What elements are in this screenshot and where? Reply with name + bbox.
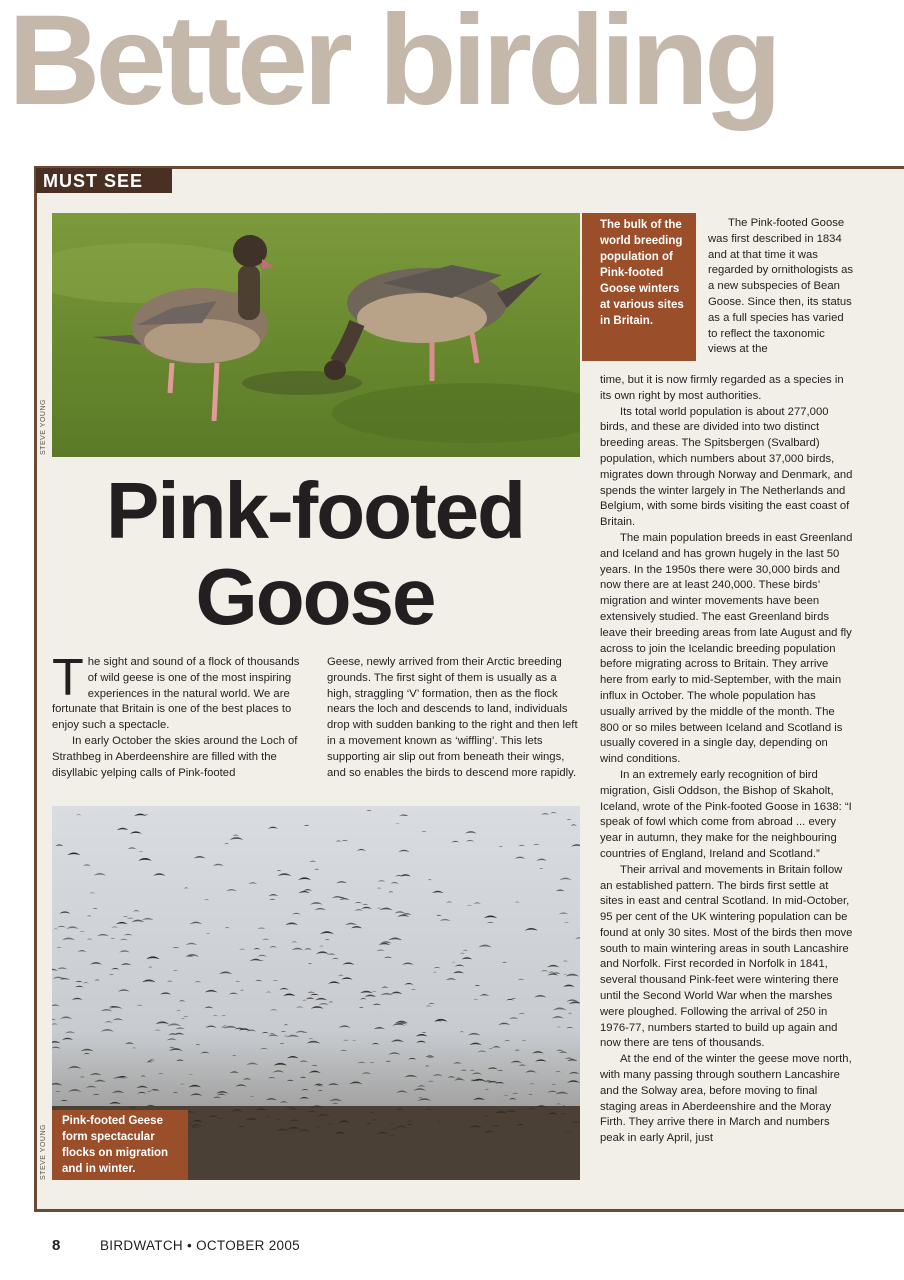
masthead-title: Better birding <box>8 0 778 132</box>
article-title <box>52 468 578 640</box>
column-a <box>52 649 308 781</box>
col-c-paragraph-4: In an extremely early recognition of bird migration, Gisli Oddson, the Bishop of Skaholt, Iceland, wrote of the Pink-footed Goose in 1638: “I speak of fowl which come from abroad ... every year in autumn, they make for the neighbouring countries of England, Ireland and Scotland.” <box>600 768 852 860</box>
column-c-top <box>708 216 854 358</box>
title-line-2: Goose <box>195 552 435 641</box>
caption-top: The bulk of the world breeding population of Pink-footed Goose winters at various sites in Britain. <box>582 213 696 361</box>
page-number: 8 <box>52 1237 61 1254</box>
col-c-paragraph-2: Its total world population is about 277,000 birds, and these are divided into two distinct breeding areas. The Spitsbergen (Svalbard) population, which numbers about 37,000 birds, migrates down through Norway and Denmark, and spends the winter largely in The Netherlands and Belgium, with some birds visiting the east coast of Britain. <box>600 405 853 529</box>
col-c-paragraph-1: time, but it is now firmly regarded as a species in its own right by most authorities. <box>600 374 844 402</box>
col-b-paragraph-1: Geese, newly arrived from their Arctic breeding grounds. The first sight of them is usually as a high, straggling ‘V’ formation, then as the flock nears the loch and descends to land, individuals drop with sudden banking to the right and then left in a movement known as ‘wiffling’. This lets supporting air slip out from beneath their wings, and so enables the birds to descend more rapidly. <box>327 656 578 779</box>
col-c-top-paragraph: The Pink-footed Goose was first described in 1834 and at that time it was regarded by ornithologists as a new subspecies of Bean Goose. Since then, its status as a full species has varied to reflect the taxonomic views at the <box>708 217 854 356</box>
col-c-paragraph-5: Their arrival and movements in Britain follow an established pattern. The birds first settle at sites in east and central Scotland. In mid-October, 95 per cent of the UK wintering population can be found at only 30 sites. Most of the birds then move south to main wintering areas in south Lancashire and Norfolk. First recorded in Norfolk in 1841, several thousand Pink-feet were wintering there until the Second World War when the marshes were ploughed. Following the arrival of 250 in 1976-77, numbers started to build up again and now there are tens of thousands. <box>600 863 853 1050</box>
section-label: MUST SEE <box>36 168 172 193</box>
col-c-paragraph-3: The main population breeds in east Greenland and Iceland and has grown hugely in the last 50 years. In the 1950s there were 30,000 birds and now there are at least 240,000. These birds’ migration and winter movements have been extensively studied. The east Greenland birds leave their breeding areas from late August and fly across to join the Icelandic breeding population before migrating across to Britain. They arrive here from early to mid-September, with the main influx in October. The whole population has usually arrived by the middle of the month. The 800 or so miles between Iceland and Scotland is usually covered in a single day, depending on wind conditions. <box>600 531 853 766</box>
caption-bottom: Pink-footed Geese form spectacular flocks on migration and in winter. <box>52 1110 188 1180</box>
column-b <box>327 655 579 781</box>
photo-credit-top: STEVE YOUNG <box>40 399 47 455</box>
title-line-1: Pink-footed <box>106 466 524 555</box>
col-c-paragraph-6: At the end of the winter the geese move north, with many passing through southern Lancashire and the Solway area, before moving to final staging areas in Aberdeenshire and the Moray Firth. They arrive there in March and numbers peak in early April, just <box>600 1053 852 1145</box>
col-a-paragraph-1: he sight and sound of a flock of thousands of wild geese is one of the most inspiring experiences in the natural world. We are fortunate that Britain is one of the best places to enjoy such a spectacle. <box>52 656 300 732</box>
photo-credit-bottom: STEVE YOUNG <box>40 1124 47 1180</box>
geese-photo-top <box>52 213 580 457</box>
drop-cap: T <box>52 649 84 707</box>
magazine-issue: BIRDWATCH • OCTOBER 2005 <box>100 1238 300 1253</box>
col-a-paragraph-2: In early October the skies around the Loch of Strathbeg in Aberdeenshire are filled with the disyllabic yelping calls of Pink-footed <box>52 734 298 779</box>
column-c <box>600 373 854 1147</box>
